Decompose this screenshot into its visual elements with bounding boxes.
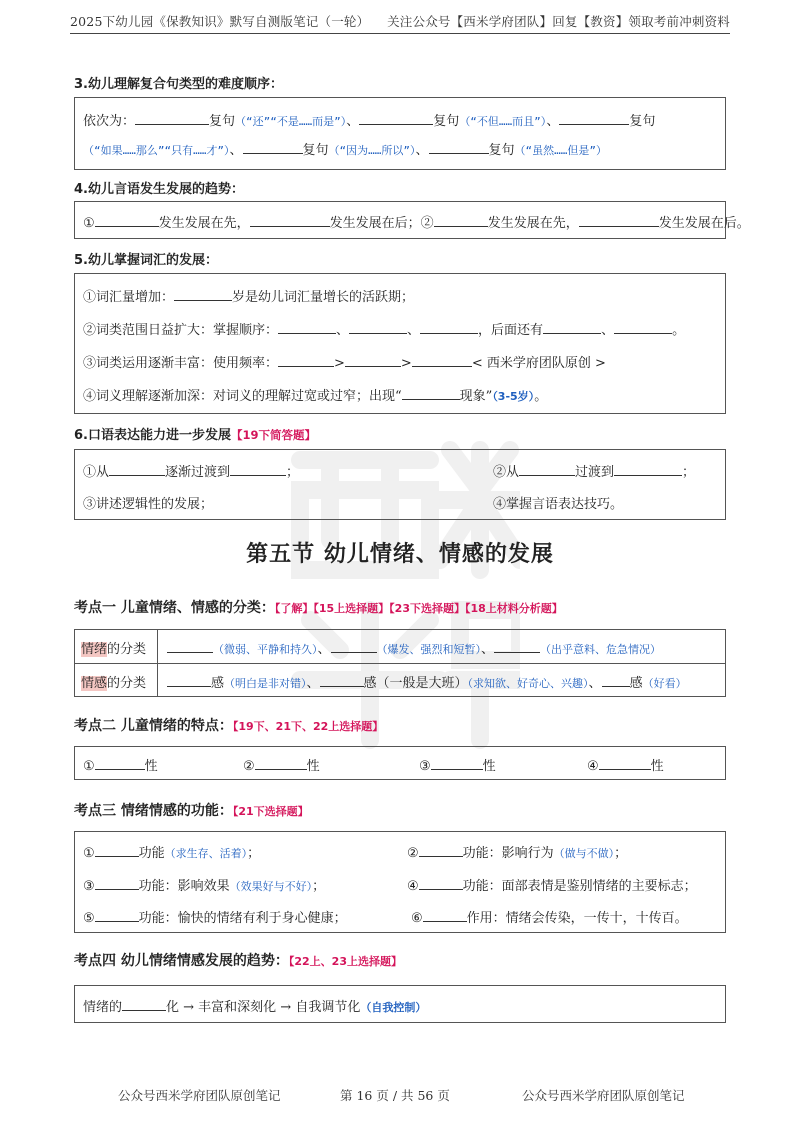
blank[interactable] [431,757,483,770]
k3-i3-end: ； [312,879,326,894]
blank[interactable] [429,141,489,154]
blank[interactable] [423,909,467,922]
blank[interactable] [95,877,139,890]
k3-item-3 [83,875,325,894]
blank[interactable] [614,321,672,334]
sep: 、 [481,642,495,657]
s3-lead: 依次为： [83,114,136,129]
s5-row3 [83,352,606,371]
blank[interactable] [174,288,232,301]
s6-box [74,449,726,520]
k2-suffix: 性 [144,759,158,774]
k1-tag: 【了解】【15上选择题】【23下选择题】【18上材料分析题】 [274,602,563,615]
k1-row2-rest: 的分类 [107,676,147,691]
blank[interactable] [95,909,139,922]
k4-b: 化 → 丰富和深刻化 → 自我调节化 [166,1000,361,1015]
blank[interactable] [419,877,463,890]
blank[interactable] [243,141,303,154]
s5-r4b: 现象” [459,389,493,404]
k2-item [243,755,320,774]
s6-tag: 【19下简答题】 [230,428,316,442]
s4-t1: 发生发展在先， [158,216,250,231]
k3-i2-end: ； [614,846,628,861]
k4-note: （自我控制） [360,1001,427,1014]
sep: 、 [306,676,320,691]
k1-heading [74,597,563,617]
s3-a-note: （“还”“不是……而是”） [235,115,347,128]
k4-box [74,985,726,1023]
k3-i1-note: （求生存、活着） [164,847,248,860]
s5-r3-note: < 西米学府团队原创 > [471,356,606,371]
s5-r2b: ，后面还有 [478,323,544,338]
k1-r2b: 感（一般是大班） [363,676,468,691]
k1-row1-rest: 的分类 [107,642,147,657]
k2-box [74,746,726,780]
k4-heading [74,950,402,970]
s5-gt: > [400,356,412,371]
s3-a: 复句 [209,114,236,129]
s3-b-note: （“不但……而且”） [459,115,547,128]
blank[interactable] [359,112,433,125]
footer-left: 公众号西米学府团队原创笔记 [118,1088,281,1103]
s3-box [74,97,726,170]
sep: 、 [407,323,421,338]
k3-box [74,831,726,933]
s3-c: 复句 [629,114,656,129]
k2-item [587,755,664,774]
k3-item-2 [407,842,627,861]
sep: 、 [317,642,331,657]
page-header [70,0,730,34]
s3-heading: 3.幼儿理解复合句类型的难度顺序： [74,77,283,92]
blank[interactable] [167,640,213,653]
k2-tag: 【19下、21下、22上选择题】 [232,720,384,733]
k3-i5a: 功能：愉快的情绪有利于身心健康； [138,911,347,926]
k3-item-4 [407,875,697,894]
s5-box [74,273,726,414]
k3-item-6 [411,907,688,926]
s4-t2: 发生发展在后；② [329,216,434,231]
blank[interactable] [419,844,463,857]
s4-t4: 发生发展在后。 [658,216,750,231]
k2-num: ④ [587,759,599,774]
k2-item [419,755,496,774]
s5-r2-end: 。 [672,323,686,338]
k2-suffix: 性 [306,759,320,774]
blank[interactable] [614,463,682,476]
s6-heading [74,424,316,443]
k1-r2a: 感 [211,676,225,691]
k1-n3: （出乎意料、危急情况） [540,643,662,656]
k3-num: ⑤ [83,911,95,926]
blank[interactable] [349,321,407,334]
s3-e-note: （“虽然……但是”） [514,144,608,157]
s6-d: ④掌握言语表达技巧。 [493,497,624,512]
k4-title: 考点四 幼儿情绪情感发展的趋势： [74,953,289,969]
blank[interactable] [278,354,334,367]
k3-num: ③ [83,879,95,894]
blank[interactable] [579,214,659,227]
s5-r2a: ②词类范围日益扩大：掌握顺序： [83,323,279,338]
s6-b1: ②从 [493,465,520,480]
k1-n1: （微弱、平静和持久） [213,643,318,656]
header-left-text: 2025下幼儿园《保教知识》默写自测版笔记（一轮） [70,14,370,29]
s5-row1 [83,286,414,305]
s5-r1b: 岁是幼儿词汇量增长的活跃期； [232,290,415,305]
blank[interactable] [167,674,211,687]
s5-r4-note: （3-5岁） [492,390,535,403]
s6-a2: 逐渐过渡到 [165,465,231,480]
s4-row [83,212,750,231]
header-right-text: 关注公众号【西米学府团队】回复【教资】领取考前冲刺资料 [387,14,730,29]
k3-i6a: 作用：情绪会传染，一传十，十传百。 [466,911,688,926]
s3-e: 复句 [488,143,515,158]
blank[interactable] [402,387,460,400]
k3-i3-note: （效果好与不好） [229,880,313,893]
k1-row2-label [81,672,146,691]
k3-title: 考点三 情绪情感的功能： [74,803,233,819]
s4-t3: 发生发展在先， [487,216,579,231]
s6-a [83,461,299,480]
blank[interactable] [95,214,159,227]
k1-divider-h [75,663,725,664]
s5-gt: > [334,356,345,371]
k1-row2-content [167,672,687,691]
k3-i1-end: ； [247,846,261,861]
k1-row1-content [167,638,661,657]
k2-heading [74,715,383,735]
s4-heading: 4.幼儿言语发生发展的趋势： [74,182,244,197]
k4-row [83,996,426,1015]
k3-num: ② [407,846,419,861]
s5-r1a: ①词汇量增加： [83,290,175,305]
section-title: 第五节 幼儿情绪、情感的发展 [246,542,554,567]
blank[interactable] [122,998,166,1011]
k4-a: 情绪的 [83,1000,123,1015]
k1-r2a-note: （明白是非对错） [224,677,307,690]
s3-row2 [83,139,607,158]
k3-i2a: 功能：影响行为 [462,846,554,861]
sep: 、 [336,323,350,338]
s5-row4 [83,385,547,404]
k3-i2-note: （做与不做） [553,847,615,860]
k2-num: ① [83,759,95,774]
k1-n2: （爆发、强烈和短暂） [376,643,482,656]
k2-suffix: 性 [482,759,496,774]
s3-b: 复句 [433,114,460,129]
s6-a3: ； [286,465,300,480]
s5-heading: 5.幼儿掌握词汇的发展： [74,253,218,268]
s4-num: ① [83,216,95,231]
s5-r4-end: 。 [534,389,548,404]
k1-title: 考点一 儿童情绪、情感的分类： [74,600,275,616]
blank[interactable] [320,674,364,687]
k1-table [74,629,726,697]
blank[interactable] [543,321,601,334]
k2-title: 考点二 儿童情绪的特点： [74,718,233,734]
s3-row1 [83,110,655,129]
k2-num: ② [243,759,255,774]
sep: 、 [229,143,243,158]
k3-item-5 [83,907,347,926]
k2-suffix: 性 [650,759,664,774]
blank[interactable] [95,844,139,857]
s6-a1: ①从 [83,465,110,480]
blank[interactable] [599,757,651,770]
s4-box [74,201,750,239]
s3-d-note: （“因为……所以”） [328,144,416,157]
blank[interactable] [494,640,540,653]
blank[interactable] [412,354,472,367]
sep: 、 [415,143,429,158]
k3-i3a: 功能：影响效果 [138,879,230,894]
k3-i4a: 功能：面部表情是鉴别情绪的主要标志； [462,879,697,894]
k1-row2-hl: 情感 [81,676,108,691]
footer-right: 公众号西米学府团队原创笔记 [522,1088,685,1103]
blank[interactable] [559,112,629,125]
blank[interactable] [250,214,330,227]
s3-d: 复句 [302,143,329,158]
sep: 、 [546,114,560,129]
sep: 、 [588,676,602,691]
footer-page-number: 第 16 页 / 共 56 页 [340,1088,450,1103]
blank[interactable] [230,463,286,476]
k1-r2c: 感 [629,676,643,691]
blank[interactable] [109,463,165,476]
k3-num: ④ [407,879,419,894]
s6-b2: 过渡到 [575,465,615,480]
blank[interactable] [602,674,630,687]
blank[interactable] [278,321,336,334]
k1-r2b-note: （求知欲、好奇心、兴趣） [467,677,589,690]
s6-title: 6.口语表达能力进一步发展 [74,428,231,443]
k4-tag: 【22上、23上选择题】 [288,955,402,968]
s3-c-note: （“如果……那么”“只有……才”） [83,144,230,157]
k1-row1-hl: 情绪 [81,642,108,657]
blank[interactable] [331,640,377,653]
blank[interactable] [255,757,307,770]
s6-b3: ； [682,465,696,480]
blank[interactable] [519,463,575,476]
s6-c: ③讲述逻辑性的发展； [83,497,214,512]
k3-num: ① [83,846,95,861]
blank[interactable] [420,321,478,334]
blank[interactable] [135,112,209,125]
k3-item-1 [83,842,260,861]
blank[interactable] [345,354,401,367]
sep: 、 [346,114,360,129]
k2-num: ③ [419,759,431,774]
blank[interactable] [95,757,145,770]
sep: 、 [601,323,615,338]
s6-b [493,461,695,480]
s5-r3a: ③词类运用逐渐丰富：使用频率： [83,356,279,371]
k1-r2c-note: （好看） [642,677,687,690]
k3-num: ⑥ [411,911,423,926]
k3-tag: 【21下选择题】 [232,805,309,818]
blank[interactable] [434,214,488,227]
k3-i1a: 功能 [138,846,165,861]
s5-row2 [83,319,685,338]
k2-item [83,755,158,774]
k3-heading [74,800,309,820]
k1-row1-label [81,638,146,657]
s5-r4a: ④词义理解逐渐加深：对词义的理解过宽或过窄；出现“ [83,389,402,404]
